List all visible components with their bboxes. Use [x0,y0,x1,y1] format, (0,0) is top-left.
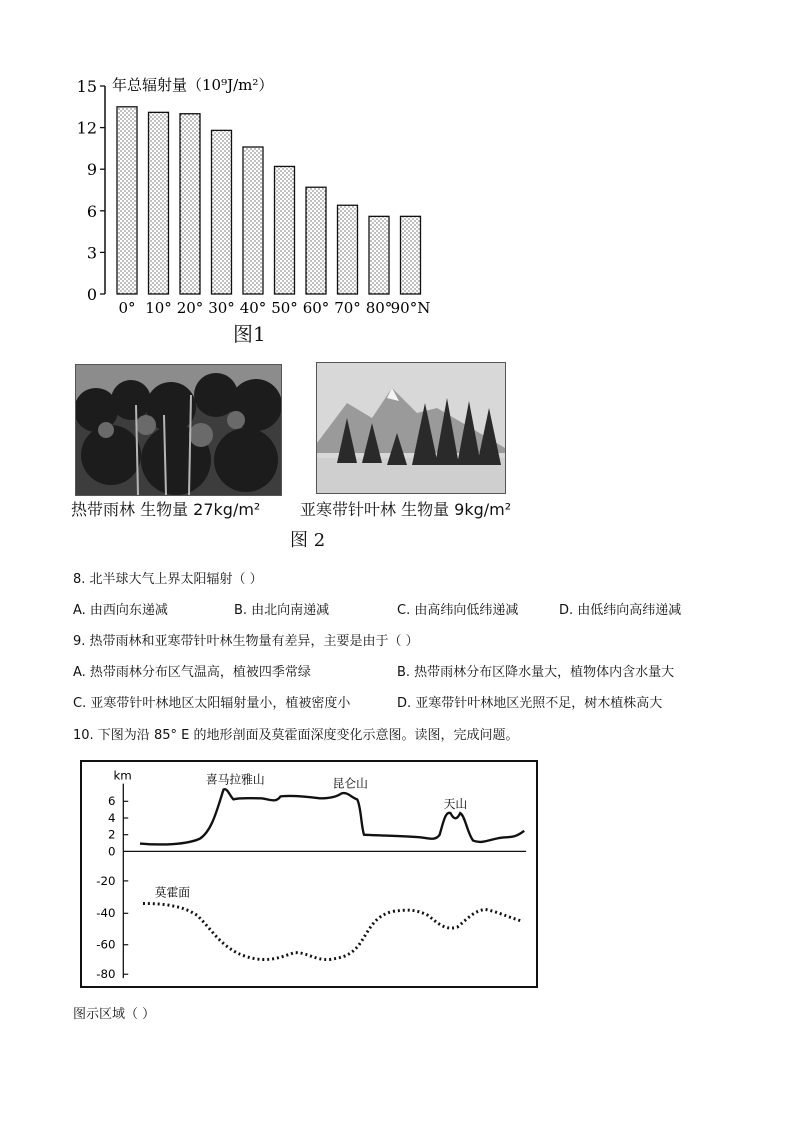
tick-0: 0 [107,844,116,859]
rainforest-photo [75,364,282,496]
terrain-moho-profile [80,760,538,988]
question-8-option-b[interactable]: B. 由北向南递减 [234,603,330,618]
question-9-option-b[interactable]: B. 热带雨林分布区降水量大，植物体内含水量大 [397,665,675,680]
chart-title: 年总辐射量（10⁹J/m²） [112,76,274,94]
figure1-caption: 图1 [233,322,266,346]
unit-label: km [113,768,132,783]
question-8-option-a[interactable]: A. 由西向东递减 [73,603,168,618]
tick-minus-80: -80 [96,967,116,982]
bar [275,166,295,294]
y-tick-label: 0 [86,285,97,304]
tick-minus-20: -20 [96,873,116,888]
bar [369,216,389,294]
y-tick-label: 3 [86,243,97,263]
x-tick-label: 60° [302,299,330,317]
bar [401,216,421,294]
bar [212,130,232,294]
x-tick-label: 20° [176,299,204,317]
bar [180,114,200,294]
tick-2: 2 [107,827,116,842]
question-9-option-d[interactable]: D. 亚寒带针叶林地区光照不足，树木植株高大 [397,696,663,711]
bar [117,107,137,294]
label-moho: 莫霍面 [154,885,191,900]
question-8-stem: 8. 北半球大气上界太阳辐射（ ） [73,572,263,587]
x-tick-label: 80° [365,299,393,317]
x-tick-label: 50° [271,299,298,317]
figure2-caption: 图 2 [290,530,326,551]
moho-line [143,903,522,959]
label-kunlun: 昆仑山 [332,776,368,791]
rainforest-label: 热带雨林 生物量 27kg/m² [71,500,261,519]
bar [306,187,326,294]
y-tick-label: 6 [86,201,97,221]
bar [149,112,169,294]
x-tick-label: 30° [208,299,235,317]
question-10-stem: 10. 下图为沿 85° E 的地形剖面及莫霍面深度变化示意图。读图，完成问题。 [73,728,519,743]
radiation-bar-chart [60,70,470,360]
y-tick-label: 12 [76,118,97,138]
label-tianshan: 天山 [443,797,468,812]
question-9-option-c[interactable]: C. 亚寒带针叶林地区太阳辐射量小，植被密度小 [73,696,351,711]
label-himalaya: 喜马拉雅山 [205,772,265,787]
bar [243,147,263,294]
x-tick-label: 10° [145,299,172,317]
conifer-forest-photo [316,362,506,494]
x-tick-label: 0° [118,299,136,317]
y-tick-label: 9 [86,160,97,180]
tick-minus-40: -40 [96,906,116,921]
question-9-option-a[interactable]: A. 热带雨林分布区气温高，植被四季常绿 [73,665,311,680]
question-8-option-d[interactable]: D. 由低纬向高纬递减 [559,603,682,618]
tick-minus-60: -60 [96,937,116,952]
conifer-forest-label: 亚寒带针叶林 生物量 9kg/m² [300,500,512,519]
question-9-stem: 9. 热带雨林和亚寒带针叶林生物量有差异，主要是由于（ ） [73,634,419,649]
footer-question: 图示区域（ ） [73,1007,156,1022]
x-tick-label: 40° [239,299,267,317]
y-tick-label: 15 [76,77,97,96]
tick-4: 4 [107,810,116,825]
x-tick-label: 90°N [390,299,431,317]
bar [338,205,358,294]
x-tick-label: 70° [334,299,361,317]
tick-6: 6 [107,794,116,809]
question-8-option-c[interactable]: C. 由高纬向低纬递减 [397,603,519,618]
